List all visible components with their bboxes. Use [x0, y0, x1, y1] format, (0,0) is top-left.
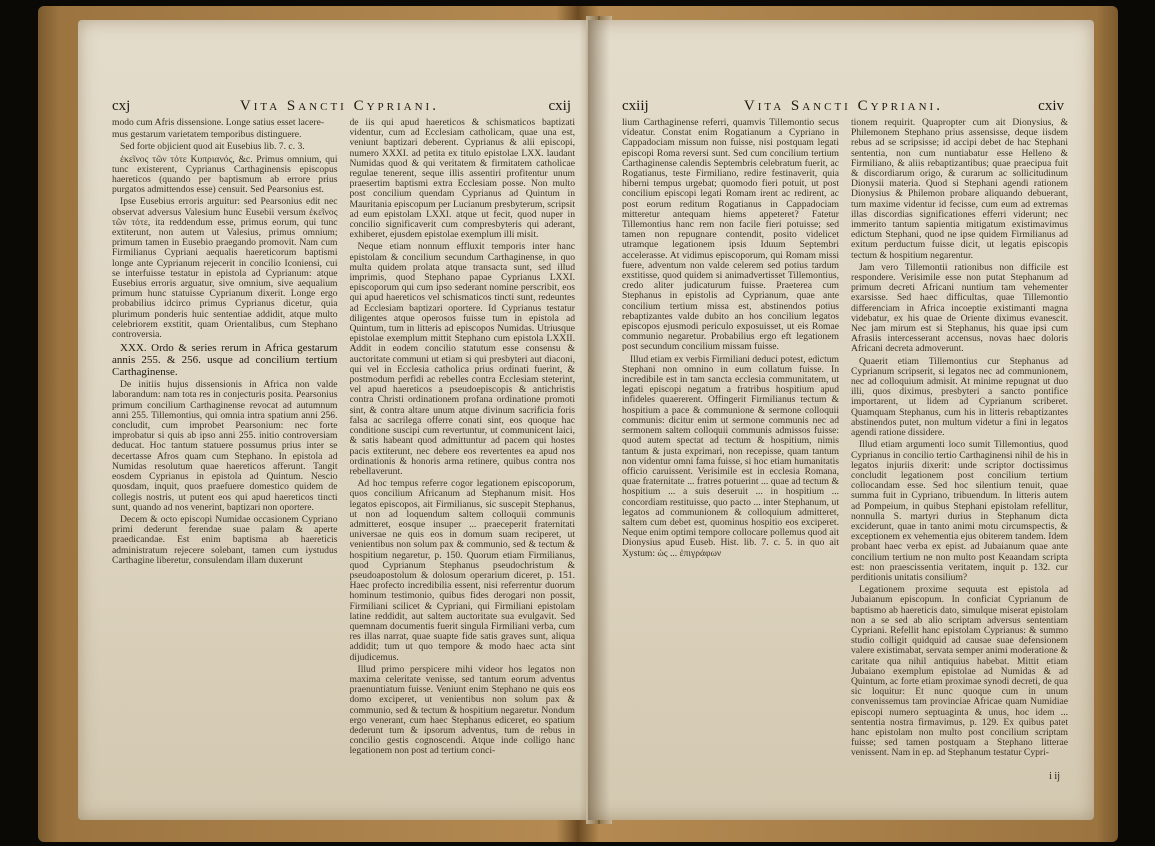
paragraph: Illud etiam ex verbis Firmiliani deduci potest, edictum Stephani non omnino in eum collatum fuisse. In incredibile est in tam sancta ecclesia communitatem, ut legati episcopi negatum a fratribus hospitium apud infideles quaererent. Offingerit Firmilianus tectum & hospitium a pace & communione & sermone colloquii communis: dicitur enim ut sermone communis nec ad sermonem saltem colloquii communis admissos fuisse: quod autem spectat ad tectum & hospitium, nimis tantum & justa exprimari, non recepisse, quam tantum non videntur omni fama fuisse, si hoc etiam humanitatis officio caruissent. Verisimile est in ecclesia Romana, quae fraternitate ... fratres potuerint ... quae ad tectum & hospitium ... a suis deseruit ... in hospitium ... concordiam restituisse, quo pacto ... inter Stephanum, ut legatos ad communionem & colloquium admitteret, saltem cum debet est, quominus hospitio eos exciperet. Neque enim optimi tempore collocare pollemus quod ait Dionysius apud Euseb. Hist. lib. 7. c. 5. in quo ait Xystum: ὡς ... ἐπιγράφων [622, 353, 839, 559]
right-running-head [622, 98, 1064, 115]
right-page-number-a: cxiij [622, 98, 649, 114]
paragraph: Decem & octo episcopi Numidae occasionem Cypriano primi dederunt ferendae suae palam & aperte praedicandae. Est enim baptisma ab haereticis administratum rejecere solebant, tamen cum iystudus Carthagine liberetur, consulendam illam duxerunt [112, 513, 338, 566]
paragraph: Ad hoc tempus referre cogor legationem episcoporum, quos concilium Africanum ad Stephanum misit. Hos legatos episcopos, ait Firmilianus, sic suscepit Stephanus, ut non ad loquendum saltem colloquii communis admitteret, eosque insuper ... praeceperit fraternitati universae ne quis eos in domum suam reciperet, ut venientibus non solum pax & communio, sed & tectum & hospitium negaretur, p. 150. Quorum etiam Firmilianus, quod Cyprianum Stephanus pseudochristum & pseudoapostolum & dolosum operarium diceret, p. 151. Haec profecto incredibilia essent, nisi referrentur duorum hominum testimonio, quibus fides derogari non possit, Firmiliani scilicet & Cypriani, qui Firmiliani epistolam latine reddidit, aut saltem auctoritate sua evulgavit. Sed quemnam documentis fuerit singula Firmiliani verba, cum res illas narrat, quae suapte fide satis graves sunt, aliqua addidit; tum ut quo tempore & modo haec acta sint dijudicemus. [349, 478, 575, 663]
paragraph: De initiis hujus dissensionis in Africa non valde laborandum: nam tota res in conjecturis posita. Pearsonius primum concilium Carthaginense revocat ad autumnum anni 255. Tillemontius, qui omnia intra spatium anni 256. concludit, cum improbet Pearsonium: nec forte improbatur si quis ab ipso anni 255. initio controversiam deducat. Hoc tantum statuere possumus prius inter se decertasse Afros quam cum Stephano. In epistola ad Numidas resolutum quae haereticos afferunt. Tangit eosdem Cyprianus in epistola ad Quintum. Nescio quosdam, inquit, quos praefuere domestico quidem de collegis nostris, ut putent eos qui apud haereticos tincti sunt, quando ad nos venerint, baptizari non oportere. [112, 379, 338, 513]
left-column-2 [350, 118, 576, 764]
right-column-1 [622, 118, 839, 764]
paragraph: modo cum Afris dissensione. Longe satius esset lacere- [112, 118, 325, 128]
paragraph: Quaerit etiam Tillemontius cur Stephanus ad Cyprianum scripserit, si legatos nec ad communionem, nec ad colloquium admisit. At minime repugnat ut duo illi, quos diximus, presbyteri a sancto pontifice importarent, ut lidem ad Cyprianum scriberet. Quamquam Stephanus, cum his in litteris rebaptizantes abstinendos putet, non multum videtur a fini in legatos agendi ratione dissidere. [851, 355, 1068, 439]
paragraph: Ipse Eusebius erroris arguitur: sed Pearsonius edit nec observat adversus Valesium hunc Eusebii versum ἐκεῖνος τῶν τότε, ita reddendum esse, primus eorum, qui tunc extiterunt, non autem ut Valesius, primus omnium; primum tamen in Eusebio praegando promovit. Nam cum Firmilianus Cypriani aequalis haereticorum baptismi longe ante Cyprianum rejecerit in concilio Iconiensi, cui se interfuisse testatur in epistola ad Cyprianum: atque Eusebius erroris arguatur, sive omnium, sive aequalium primum hunc statuisse Cyprianum dixerit. Longe ergo probabilius idcirco primus Cyprianus dicetur, quia plurimum ponderis huic sententiae addidit, atque multo celebriorem exstitit, quam Orientalibus, cum Stephano controversia. [112, 196, 338, 341]
left-page-number-b: cxij [548, 98, 571, 114]
paragraph: Sed forte objicient quod ait Eusebius lib. 7. c. 3. [120, 141, 305, 153]
paragraph: ἐκεῖνος τῶν τότε Κυπριανός, &c. Primus omnium, qui tunc existerent, Cyprianus Carthaginensis episcopus haereticos (quando per baptismum ab errore prius purgatos admittendos esse) censuit. Sed Pearsonius est. [112, 153, 338, 196]
book-spread [38, 6, 1118, 842]
right-columns [622, 118, 1068, 764]
paragraph: mus gestarum varietatem temporibus distinguere. [112, 129, 302, 141]
paragraph: de iis qui apud haereticos & schismaticos baptizati videntur, cum ad Ecclesiam catholicam, quae una est, veniunt baptizari deberent. Cyprianus & alii episcopi, numero XXXI. ad petita ex titulo epistolae LXX. laudant Numidas quod & qui veritatem & firmitatem catholicae regulae tenerent, seque illis assentiri profitentur unum praesertim baptismi extra Ecclesiam posse. Non multo post concilium quendam Cyprianus ad Quintum in Mauritania episcopum per Lucianum presbyterum, scripsit ad eum epistolam LXXI. atque ut fecit, quod nuper in concilio significaverit cum compresbyteris qui aderant, exhiberet, ejusdem epistolae exemplum illi misit. [349, 118, 575, 241]
paragraph: Jam vero Tillemontii rationibus non difficile est respondere. Verisimile esse non putat Stephanum ad primum decreti Africani nuntium tam vehementer exarsisse. Sed haec difficultas, quae Tillemontio differenciam in Africa incoeptie existimanti magna videbatur, ex his quae de Oriente diximus evanescit. Nec jam mirum est si Stephanus, his quae ipsi cum Afrasiis intercesserant accensus, novas haec doloris Africani decreta admoverunt. [851, 261, 1068, 355]
paragraph: Illud primo perspicere mihi videor hos legatos non maxima celeritate venisse, sed tantum eorum adventus praenuntiatum fuisse. Veniunt enim Stephano ne quis eos domo exciperet, ut venientibus non solum pax & communio, sed & tectum & hospitium negaretur. Nondum ergo venerant, cum haec Stephanus ediceret, eo spatium dederunt tum & ipsorum adventus, tum de rebus in concilio gestis cognoscendi. Atque inde colligo hanc legationem non post ad tertium conci- [349, 663, 575, 757]
right-page-number-b: cxiv [1038, 98, 1064, 114]
paragraph: lium Carthaginense referri, quamvis Tillemontio secus videatur. Constat enim Rogatianum a Cypriano in Cappadociam missum non fuisse, nisi postquam legati episcopi Roma reversi sunt. Sed cum concilium tertium Carthaginense calendis Septembris celebratum fuerit, ac Rogatianus, teste Firmiliano, redire festinaverit, quia hiberni tempus urgebat; quomodo fieri potuit, ut post concilium episcopi legati Romam irent ac redirent, ac post eorum reditum Rogatianus in Cappadociam mitteretur antequam hiems appeteret? Fatetur Tillemontius hanc rem non facile fieri potuisse; sed tamen non repugnare contendit, posito videlicet utramque legationem ipsis Iduum Septembri accelerasse. At vidimus episcoporum, qui Romam missi fuere, adventum non valde celerem sed potius tardum exstitisse, quod quidem si animadvertisset Tillemontius, credo aliter judicaturum fuisse. Praeterea cum Stephanus in epistolis ad Cyprianum, quae ante concilium tertium missa est, abstinendos potius rebaptizantes valde dubito an hos concilium legatos episcopos ejusmodi periculo exposuisset, ut eis Romae communio negaretur. Probabilius ergo eft legationem post secundum concilium missam fuisse. [622, 118, 839, 353]
left-running-head [112, 98, 571, 115]
left-running-title: Vita Sancti Cypriani. [239, 98, 439, 114]
paragraph: Neque etiam nonnum effluxit temporis inter hanc epistolam & concilium secundum Carthaginense, in quo multa quidem prolata atque transacta sunt, sed illud imprimis, quod Stephano papae Cyprianus LXXI. episcoporum qui cum ipso sederant nomine perscribit, eos qui apud haereticos vel schismaticos tincti sunt, redeuntes ad Ecclesiam baptizari oportere. Id Cyprianus testatur diligentes atque operosos fuisse tum in epistola ad Quintum, tum in litteris ad episcopos Numidas. Utriusque epistolae exemplum mittit Stephano cum epistola LXXII. Addit in eodem concilio statutum esse consensu & auctoritate communi ut etiam si qui presbyteri aut diaconi, qui vel in Ecclesia catholica prius ordinati fuerint, & postmodum perfidi ac rebelles contra Ecclesiam steterint, vel apud haereticos a pseudoepiscopis & antichristis contra Christi ordinationem profana ordinatione promoti sint, & contra altare unum atque divinum sacrificia foris falsa ac sacrilega offerre conati sint, eos quoque hac conditione suscipi cum revertuntur, ut communicent laici, & satis habeant quod admittuntur ad pacem qui hostes pacis extiterunt, nec debere eos revertentes ea apud nos ordinationis & honoris arma retinere, quibus contra nos rebellaverunt. [349, 241, 575, 477]
right-page [588, 20, 1094, 820]
right-running-title: Vita Sancti Cypriani. [743, 98, 943, 114]
section-heading: XXX. Ordo & series rerum in Africa gestarum annis 255. & 256. usque ad concilium tertium Carthaginense. [112, 342, 338, 379]
left-page-number-a: cxj [112, 98, 131, 114]
left-column-1 [112, 118, 338, 764]
signature-mark: i ij [1049, 771, 1060, 782]
right-column-2 [851, 118, 1068, 764]
left-page [78, 20, 601, 820]
paragraph: Legationem proxime sequuta est epistola ad Jubaianum episcopum. In conficiat Cyprianum de baptismo ab haereticis dato, simulque miserat epistolam non a se sed ab alio scriptam adversus sententiam Cypriani. Refellit hanc epistolam Cyprianus: & summo studio colligit quidquid ad causae suae defensionem valere existimabat, servata semper animi moderatione & caritate qua nihil antiquius habebat. Mittit etiam Jubaiano exemplum epistolae ad Numidas & ad Quintum, ac forte etiam proximae synodi decreti, de qua sic loquitur: Et nunc quoque cum in unum convenissemus tam provinciae Africae quam Numidiae episcopi numero septuaginta & unus, hoc idem ... sententia nostra firmavimus, p. 129. Ex quibus patet hanc epistolam non multo post concilium scriptam fuisse; sed tamen postquam a Stephano litterae venissent. Nam in ep. ad Stephanum testatur Cypri- [851, 584, 1068, 759]
paragraph: tionem requirit. Quapropter cum ait Dionysius, & Philemonem Stephano prius assensisse, deque iisdem rebus ad se scripsisse; id accipi debet de hac Stephani sententia, non cum nuntiabatur esse Helleno & Firmiliano, & aliis rebaptizantibus; quae praecipua fuit & discordiarum origo, & curarum ac sollicitudinum Dionysii materia. Quod si Stephani agendi rationem Dionysius & Philemon probare aliquando debuerant, tum maxime videntur id fecisse, cum eum ad extremas illas discordias significationes efferri viderunt; nec immerito tantum sapientia mitigatum existimavimus edictum Stephani, quod ne ipse quidem Firmilianus ad exitum perductum fuisse dicit, ut legatis episcopis tectum & hospitium negarentur. [851, 118, 1068, 261]
paragraph: Illud etiam argumenti loco sumit Tillemontius, quod Cyprianus in concilio tertio Carthaginensi nihil de his in legatos injuriis dixerit: unde scriptor doctissimus concludit legationem post concilium tertium collocandam esse. Sed hoc silentium tenuit, quae summa fuit in Cypriano, tribuendum. In litteris autem ad Pompeium, in quibus Stephani epistolam refellitur, nonnulla S. martyri durius in Stephanum dicta exciderunt, quae in tanto animi motu circumspectis, & exceptionem ex vehementia ejus obiterem tandem. Idem probant haec verba ex epist. ad Jubaianum quae ante concilium tertium ne non multo post Keaandam scripta est: non praescissentia veritatem, inquit p. 132. cur perditionis unitatis consilium? [851, 439, 1068, 583]
left-columns [112, 118, 575, 764]
